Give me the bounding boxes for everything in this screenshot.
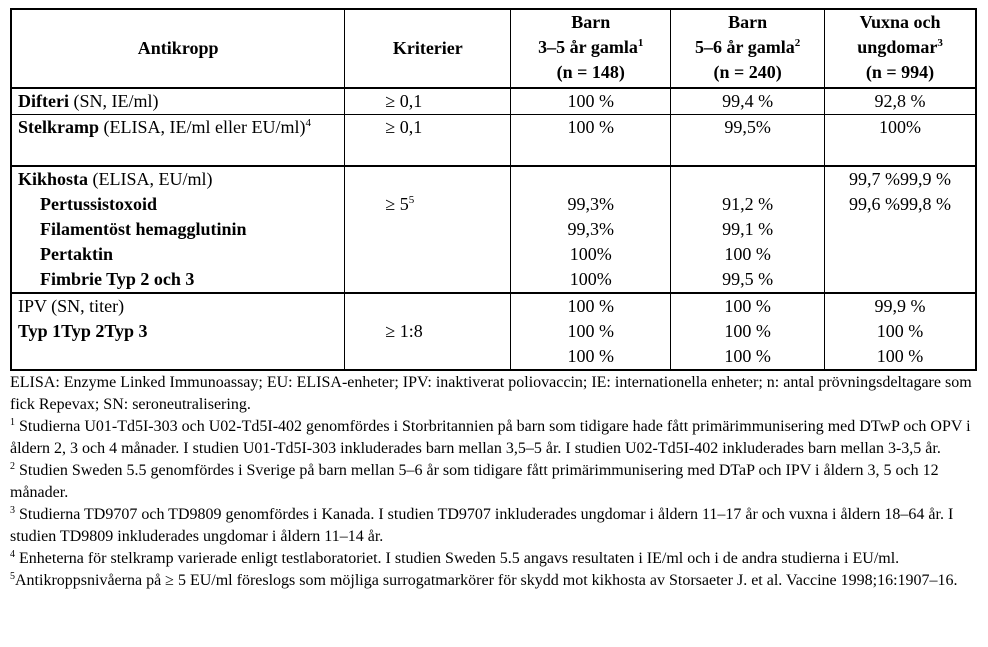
value: 100 % xyxy=(876,321,924,341)
antibody-name: IPV (SN, titer) xyxy=(18,296,125,316)
value-cell: 99,5% xyxy=(671,115,825,167)
footnote-mark: 2 xyxy=(10,461,15,472)
row-ipv xyxy=(11,293,976,370)
header-antibody: Antikropp xyxy=(11,9,345,88)
footnote-text: Studien Sweden 5.5 genomfördes i Sverige på barn mellan 5–6 år som tidigare fått primärimmunisering med DTaP och IPV i åldern 3, 5 och 12 månader. xyxy=(10,462,939,501)
subitem-pertaktin: Pertaktin xyxy=(40,244,113,264)
value: 100% xyxy=(569,269,612,289)
antibody-name: Difteri xyxy=(18,91,69,111)
subitem-fimbrie: Fimbrie Typ 2 och 3 xyxy=(40,269,195,289)
value: 100 % xyxy=(724,244,771,264)
value: 99,3% xyxy=(567,219,614,239)
header-line: Barn xyxy=(571,12,611,32)
value: 99,9 % xyxy=(874,296,926,316)
value-cell xyxy=(671,166,825,293)
footnote-1 xyxy=(10,416,980,460)
value-cell xyxy=(825,166,976,293)
header-line: 5–6 år gamla xyxy=(695,37,795,57)
antibody-cell xyxy=(11,166,345,293)
value: 91,2 % xyxy=(722,194,774,214)
value: 100 % xyxy=(567,346,614,366)
header-line: Vuxna och xyxy=(859,12,941,32)
footnote-3 xyxy=(10,504,980,548)
criteria-cell: ≥ 0,1 xyxy=(345,115,511,167)
value: 99,5 % xyxy=(722,269,774,289)
value-cell: 99,4 % xyxy=(671,88,825,115)
footnote-ref: 4 xyxy=(305,117,311,129)
subitem-pertussistoxoid: Pertussistoxoid xyxy=(40,194,157,214)
row-difteri xyxy=(11,88,976,115)
value: 100 % xyxy=(567,296,614,316)
results-table xyxy=(10,8,977,371)
antibody-method: (SN, IE/ml) xyxy=(68,91,159,111)
header-line: 3–5 år gamla xyxy=(538,37,638,57)
footnote-5 xyxy=(10,570,980,592)
antibody-name: Kikhosta xyxy=(18,169,89,189)
value: 100% xyxy=(569,244,612,264)
footnote-mark: 5 xyxy=(10,571,15,582)
antibody-cell xyxy=(11,88,345,115)
value: 99,7 %99,9 % xyxy=(849,169,952,189)
value-cell xyxy=(511,166,671,293)
header-line: ungdomar xyxy=(857,37,938,57)
abbreviations-note: ELISA: Enzyme Linked Immunoassay; EU: ELISA-enheter; IPV: inaktiverat poliovaccin; IE: internationella enheter; n: antal prövningsdeltagare som fick Repevax; SN: seroneutralisering. xyxy=(10,374,972,413)
value: 99,6 %99,8 % xyxy=(849,194,952,214)
value-cell xyxy=(511,293,671,370)
value-cell: 100 % xyxy=(511,88,671,115)
criteria-cell xyxy=(345,293,511,370)
value: 100 % xyxy=(724,296,771,316)
value: 99,1 % xyxy=(722,219,774,239)
row-kikhosta xyxy=(11,166,976,293)
header-n: (n = 148) xyxy=(556,62,625,82)
footnote-ref: 2 xyxy=(794,37,801,49)
header-n: (n = 240) xyxy=(713,62,782,82)
header-line: Barn xyxy=(728,12,768,32)
value-cell xyxy=(671,293,825,370)
header-group-children-5-6 xyxy=(671,9,825,88)
footnote-ref: 1 xyxy=(637,37,644,49)
footnote-text: Antikroppsnivåerna på ≥ 5 EU/ml föreslogs som möjliga surrogatmarkörer för skydd mot kikhosta av Storsaeter J. et al. Vaccine 1998;16:1907–16. xyxy=(15,572,958,589)
header-n: (n = 994) xyxy=(865,62,935,82)
criteria-value: ≥ 5 xyxy=(385,194,409,214)
value: 100 % xyxy=(876,346,924,366)
value: 99,3% xyxy=(567,194,614,214)
row-stelkramp xyxy=(11,115,976,167)
antibody-method: (ELISA, IE/ml eller EU/ml) xyxy=(99,117,306,137)
footnote-mark: 3 xyxy=(10,505,15,516)
footnote-mark: 1 xyxy=(10,417,15,428)
antibody-types: Typ 1Typ 2Typ 3 xyxy=(18,321,148,341)
criteria-cell: ≥ 0,1 xyxy=(345,88,511,115)
antibody-cell xyxy=(11,115,345,167)
footnote-2 xyxy=(10,460,980,504)
header-group-adults xyxy=(825,9,976,88)
value: 100 % xyxy=(567,321,614,341)
value: 100 % xyxy=(724,321,771,341)
antibody-name: Stelkramp xyxy=(18,117,99,137)
value-cell xyxy=(825,293,976,370)
footnote-4 xyxy=(10,548,980,570)
antibody-cell xyxy=(11,293,345,370)
footnote-text: Studierna TD9707 och TD9809 genomfördes i Kanada. I studien TD9707 inkluderades ungdomar i åldern 11–17 år och vuxna i åldern 18–64 år. I studien TD9809 inkluderades ungdomar i åldern 11–14 år. xyxy=(10,506,954,545)
criteria-cell xyxy=(345,166,511,293)
header-criteria: Kriterier xyxy=(345,9,511,88)
footnote-ref: 3 xyxy=(937,37,943,49)
antibody-method: (ELISA, EU/ml) xyxy=(88,169,213,189)
header-row xyxy=(11,9,976,88)
criteria-value: ≥ 1:8 xyxy=(385,321,423,341)
footnote-text: Studierna U01-Td5I-303 och U02-Td5I-402 genomfördes i Storbritannien på barn som tidigare hade fått primärimmunisering med DTwP och OPV i åldern 2, 3 och 4 månader. I studien U01-Td5I-303 inkluderades barn mellan 3,5–5 år. I studien U02-Td5I-402 inkluderades barn mellan 3-3,5 år. xyxy=(10,418,971,457)
header-group-children-3-5 xyxy=(511,9,671,88)
footnote-ref: 5 xyxy=(408,194,415,206)
value-cell: 92,8 % xyxy=(825,88,976,115)
subitem-filamentost-hemagglutinin: Filamentöst hemagglutinin xyxy=(40,219,247,239)
value-cell: 100% xyxy=(825,115,976,167)
footnote-text: Enheterna för stelkramp varierade enligt testlaboratoriet. I studien Sweden 5.5 angavs resultaten i IE/ml och i de andra studierna i EU/ml. xyxy=(15,550,900,567)
table-notes xyxy=(10,372,980,592)
value-cell: 100 % xyxy=(511,115,671,167)
footnote-mark: 4 xyxy=(10,549,15,560)
value: 100 % xyxy=(724,346,771,366)
